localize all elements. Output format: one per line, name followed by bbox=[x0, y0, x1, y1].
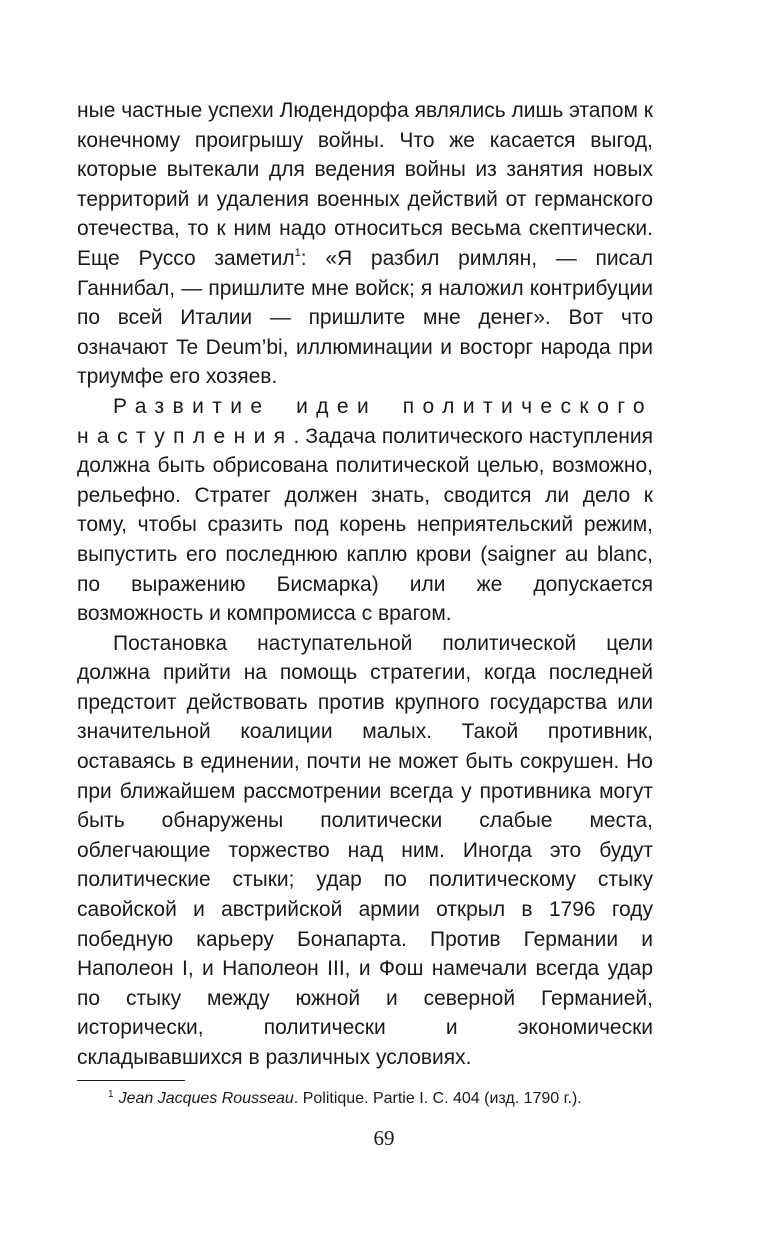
paragraph-2-body: . Задача политического наступления должна быть обрисована политической целью, возможно, рельефно. Стратег должен знать, сводится ли дело к тому, чтобы сразить под корень неприятельский режим, выпустить его последнюю каплю крови (saigner au blanc, по выражению Бисмарка) или же допускается возможность и компромисса с врагом. bbox=[77, 424, 653, 626]
footnote-divider bbox=[77, 1080, 185, 1081]
footnote-author: Jean Jacques Rousseau bbox=[118, 1090, 294, 1107]
paragraph-2 bbox=[77, 392, 653, 629]
footnote-mark: 1 bbox=[108, 1089, 114, 1100]
paragraph-1 bbox=[77, 96, 653, 392]
text-column bbox=[77, 96, 653, 1073]
page-number: 69 bbox=[373, 1126, 395, 1150]
paragraph-1-text-after-ref: : «Я разбил римлян, — писал Ганнибал, — пришлите мне войск; я наложил контрибуции по всей Италии — пришлите мне денег». Вот что означают Te Deum’bi, иллюминации и восторг народа при триумфе его хозяев. bbox=[77, 246, 653, 389]
footnote-reference-mark: 1 bbox=[294, 246, 301, 259]
paragraph-3: Постановка наступательной политической цели должна прийти на помощь стратегии, когда последней предстоит действовать против крупного государства или значительной коалиции малых. Такой противник, оставаясь в единении, почти не может быть сокрушен. Но при ближайшем рассмотрении всегда у противника могут быть обнаружены политически слабые места, облегчающие торжество над ним. Иногда это будут политические стыки; удар по политическому стыку савойской и австрийской армии открыл в 1796 году победную карьеру Бонапарта. Против Германии и Наполеон I, и Наполеон III, и Фош намечали всегда удар по стыку между южной и северной Германией, исторически, политически и экономически складывавшихся в различных условиях. bbox=[77, 631, 653, 1069]
paragraph-1-text-before-ref: ные частные успехи Людендорфа являлись лишь этапом к конечному проигрышу войны. Что же касается выгод, которые вытекали для ведения войны из занятия новых территорий и удаления военных действий от германского отечества, то к ним надо относиться весьма скептически. Еще Руссо заметил bbox=[77, 99, 653, 270]
paragraph-2-spaced-heading: Развитие идеи политического наступления bbox=[77, 394, 653, 448]
footnote-citation: . Politique. Partie I. C. 404 (изд. 1790 г.). bbox=[293, 1090, 582, 1107]
footnote bbox=[108, 1088, 668, 1110]
